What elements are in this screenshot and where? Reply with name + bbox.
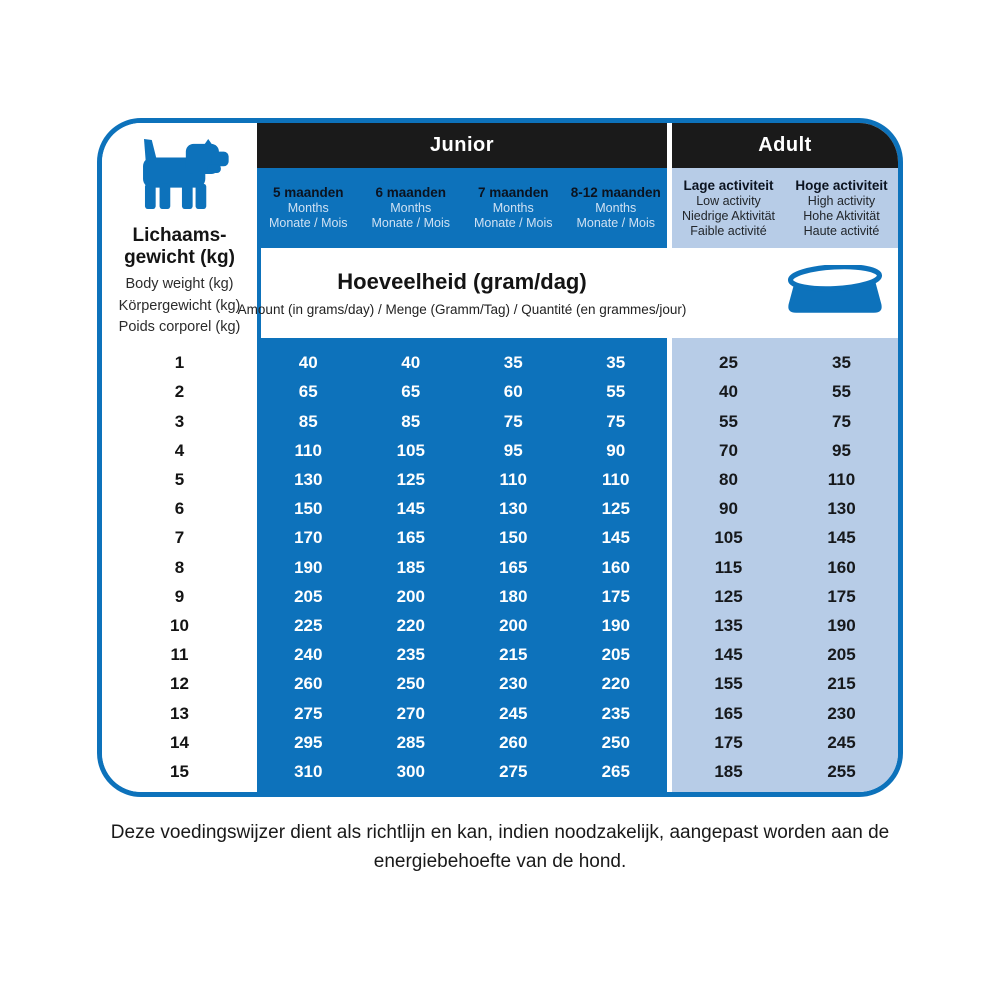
weight-cell: 5 [174, 469, 185, 489]
junior-value-cell: 190 [601, 615, 630, 635]
junior-value-cell: 110 [499, 469, 527, 489]
junior-section [257, 123, 667, 792]
body-weight-title-line1: Lichaams- [132, 225, 227, 246]
junior-header-line: Monate / Mois [576, 216, 655, 230]
junior-header-line: Months [595, 201, 637, 215]
amount-title: Hoeveelheid (gram/dag) [337, 269, 587, 294]
body-weight-translations [102, 274, 257, 339]
feeding-guide-card [97, 118, 903, 797]
junior-table-row [257, 552, 667, 581]
junior-value-cell: 220 [396, 615, 425, 635]
junior-value-cell: 150 [294, 499, 323, 519]
junior-subheader [257, 168, 667, 248]
junior-value-cell: 90 [606, 440, 626, 460]
adult-value-cell: 35 [832, 353, 851, 373]
junior-value-cell: 160 [601, 557, 630, 577]
junior-value-cell: 130 [294, 469, 323, 489]
junior-value-cell: 250 [396, 674, 425, 694]
junior-column-header-3 [462, 168, 565, 248]
adult-header-line: Low activity [696, 193, 761, 208]
adult-value-cell: 80 [719, 469, 738, 489]
adult-header-bold: Hoge activiteit [795, 177, 888, 193]
junior-value-cell: 170 [294, 528, 323, 548]
junior-header-line: Monate / Mois [268, 216, 348, 230]
junior-value-cell: 285 [396, 732, 425, 752]
adult-value-cell: 75 [832, 411, 851, 431]
adult-value-cell: 145 [714, 645, 743, 665]
junior-value-cell: 110 [602, 469, 630, 489]
junior-table-row [257, 640, 667, 669]
junior-value-cell: 85 [401, 411, 421, 431]
adult-value-cell: 135 [714, 615, 743, 635]
adult-value-cell: 175 [827, 586, 856, 606]
adult-value-cell: 215 [827, 674, 856, 694]
adult-value-cell: 155 [714, 674, 743, 694]
junior-header-line: Monate / Mois [371, 216, 450, 230]
adult-table-row [672, 436, 898, 465]
adult-value-cell: 95 [832, 440, 851, 460]
body-weight-de: Körpergewicht (kg) [118, 297, 241, 314]
junior-column-header-2 [360, 168, 463, 248]
junior-value-cell: 205 [294, 586, 323, 606]
junior-header-line: Monate / Mois [473, 216, 553, 230]
junior-value-cell: 165 [499, 557, 528, 577]
adult-table-row [672, 611, 898, 640]
junior-header-bold: 5 maanden [272, 185, 344, 200]
junior-value-cell: 185 [396, 557, 425, 577]
weight-cell: 1 [174, 353, 185, 373]
junior-value-cell: 200 [396, 586, 425, 606]
body-weight-title-line2: gewicht (kg) [124, 247, 235, 268]
adult-table-row [672, 348, 898, 377]
adult-value-cell: 25 [719, 353, 738, 373]
adult-value-cell: 230 [827, 703, 856, 723]
adult-value-cell: 175 [714, 732, 743, 752]
junior-value-cell: 220 [601, 674, 630, 694]
amount-subtitle: Amount (in grams/day) / Menge (Gramm/Tag) / Quantité (en grammes/jour) [237, 302, 687, 317]
junior-value-cell: 275 [294, 703, 323, 723]
junior-table [257, 338, 667, 792]
junior-value-cell: 300 [396, 761, 425, 781]
body-weight-fr: Poids corporel (kg) [118, 319, 241, 335]
junior-value-cell: 125 [396, 469, 425, 489]
weight-cell: 6 [174, 499, 185, 519]
junior-value-cell: 190 [294, 557, 323, 577]
junior-table-row [257, 728, 667, 757]
junior-value-cell: 150 [499, 528, 528, 548]
junior-column-header-4 [565, 168, 668, 248]
weight-cell: 3 [174, 411, 185, 431]
junior-value-cell: 200 [499, 615, 528, 635]
body-weight-panel [102, 123, 257, 792]
junior-value-cell: 310 [294, 761, 323, 781]
junior-table-row [257, 523, 667, 552]
junior-value-cell: 265 [601, 761, 630, 781]
adult-header-line: Haute activité [803, 223, 880, 238]
adult-amount-strip [672, 248, 898, 338]
body-weight-title [102, 225, 257, 269]
junior-table-row [257, 377, 667, 406]
adult-table [672, 338, 898, 792]
junior-table-row [257, 494, 667, 523]
weight-cell: 7 [174, 528, 185, 548]
junior-value-cell: 205 [601, 645, 630, 665]
junior-table-row [257, 698, 667, 727]
junior-value-cell: 110 [294, 440, 322, 460]
junior-value-cell: 295 [294, 732, 323, 752]
junior-value-cell: 65 [298, 382, 318, 402]
adult-column-header-1 [672, 168, 785, 248]
adult-value-cell: 70 [719, 440, 738, 460]
weight-cell: 15 [170, 761, 189, 781]
junior-value-cell: 240 [294, 645, 323, 665]
junior-value-cell: 55 [606, 382, 626, 402]
junior-value-cell: 270 [396, 703, 425, 723]
junior-value-cell: 230 [499, 674, 528, 694]
junior-value-cell: 235 [396, 645, 425, 665]
junior-header-bold: 6 maanden [375, 185, 447, 200]
terrier-dog-icon [102, 139, 257, 211]
junior-column-header-1 [257, 168, 360, 248]
junior-header-bold: 7 maanden [477, 185, 549, 200]
adult-value-cell: 125 [714, 586, 743, 606]
weight-cell: 10 [170, 615, 189, 635]
junior-header-bar: Junior [257, 123, 667, 168]
adult-value-cell: 90 [719, 499, 738, 519]
disclaimer-line1: Deze voedingswijzer dient als richtlijn en kan, indien noodzakelijk, aangepast worden aan de [110, 822, 890, 843]
weight-cell: 11 [170, 645, 189, 665]
junior-amount-strip [257, 248, 667, 338]
weight-cell: 2 [174, 382, 185, 402]
junior-header-line: Months [390, 201, 432, 215]
weight-cell: 9 [174, 586, 185, 606]
adult-header-line: Niedrige Aktivität [681, 208, 776, 223]
adult-value-cell: 105 [714, 528, 743, 548]
junior-value-cell: 125 [601, 499, 630, 519]
adult-table-row [672, 523, 898, 552]
junior-header-line: Months [492, 201, 534, 215]
adult-value-cell: 110 [827, 469, 856, 489]
adult-header-line: High activity [807, 193, 876, 208]
junior-value-cell: 75 [503, 411, 523, 431]
adult-header-line: Hohe Aktivität [803, 208, 880, 223]
adult-table-row [672, 465, 898, 494]
junior-value-cell: 275 [499, 761, 528, 781]
weight-cell: 12 [170, 674, 189, 694]
junior-value-cell: 85 [298, 411, 318, 431]
weight-cell: 8 [174, 557, 185, 577]
adult-table-row [672, 552, 898, 581]
adult-table-row [672, 728, 898, 757]
junior-value-cell: 35 [503, 353, 523, 373]
junior-value-cell: 65 [401, 382, 421, 402]
junior-header-line: Months [287, 201, 329, 215]
adult-value-cell: 190 [827, 615, 856, 635]
weight-cell: 14 [170, 732, 189, 752]
junior-value-cell: 180 [499, 586, 528, 606]
junior-value-cell: 130 [499, 499, 528, 519]
junior-value-cell: 60 [503, 382, 523, 402]
disclaimer-text [0, 818, 1000, 876]
adult-header-bar: Adult [672, 123, 898, 168]
disclaimer-line2: energiebehoefte van de hond. [373, 851, 627, 872]
junior-value-cell: 75 [606, 411, 626, 431]
adult-table-row [672, 377, 898, 406]
adult-table-row [672, 582, 898, 611]
junior-value-cell: 250 [601, 732, 630, 752]
adult-table-row [672, 494, 898, 523]
junior-table-row [257, 582, 667, 611]
adult-table-row [672, 640, 898, 669]
junior-value-cell: 235 [601, 703, 630, 723]
dog-bowl-icon [782, 265, 888, 322]
junior-value-cell: 165 [396, 528, 425, 548]
junior-value-cell: 215 [499, 645, 528, 665]
adult-header-bold: Lage activiteit [683, 177, 774, 193]
junior-value-cell: 40 [401, 353, 421, 373]
adult-header-line: Faible activité [690, 223, 767, 238]
adult-table-row [672, 669, 898, 698]
adult-value-cell: 55 [832, 382, 851, 402]
adult-value-cell: 160 [827, 557, 856, 577]
junior-table-row [257, 465, 667, 494]
junior-table-row [257, 436, 667, 465]
junior-value-cell: 40 [298, 353, 318, 373]
junior-header-bold: 8-12 maanden [570, 185, 661, 200]
junior-value-cell: 145 [601, 528, 630, 548]
adult-value-cell: 205 [827, 645, 856, 665]
adult-value-cell: 115 [714, 557, 743, 577]
junior-table-row [257, 757, 667, 786]
adult-value-cell: 145 [827, 528, 856, 548]
adult-value-cell: 245 [827, 732, 856, 752]
adult-table-row [672, 406, 898, 435]
junior-value-cell: 260 [294, 674, 323, 694]
junior-table-row [257, 669, 667, 698]
adult-value-cell: 130 [827, 499, 856, 519]
adult-column-header-2 [785, 168, 898, 248]
adult-value-cell: 165 [714, 703, 743, 723]
junior-table-row [257, 348, 667, 377]
junior-table-row [257, 611, 667, 640]
junior-value-cell: 245 [499, 703, 528, 723]
junior-value-cell: 95 [503, 440, 523, 460]
junior-value-cell: 145 [396, 499, 425, 519]
adult-value-cell: 40 [719, 382, 738, 402]
junior-value-cell: 35 [606, 353, 626, 373]
junior-value-cell: 260 [499, 732, 528, 752]
junior-value-cell: 225 [294, 615, 323, 635]
adult-table-row [672, 698, 898, 727]
adult-value-cell: 255 [827, 761, 856, 781]
junior-value-cell: 105 [396, 440, 425, 460]
body-weight-en: Body weight (kg) [125, 276, 234, 292]
adult-table-row [672, 757, 898, 786]
junior-value-cell: 175 [601, 586, 630, 606]
weight-cell: 13 [170, 703, 189, 723]
junior-table-row [257, 406, 667, 435]
weight-column [102, 338, 257, 792]
adult-value-cell: 55 [719, 411, 738, 431]
adult-value-cell: 185 [714, 761, 743, 781]
adult-subheader [672, 168, 898, 248]
weight-cell: 4 [174, 440, 185, 460]
adult-section [672, 123, 898, 792]
